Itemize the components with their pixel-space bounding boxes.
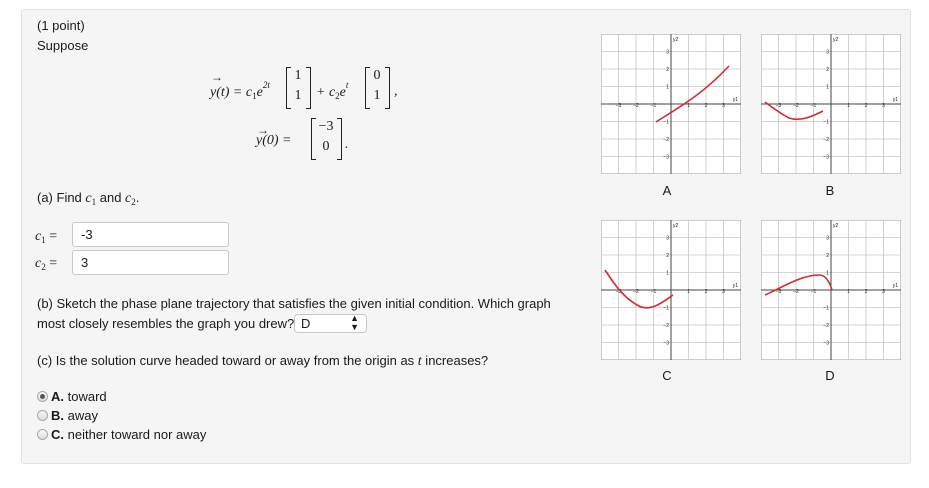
vec0-bottom: 0 — [322, 139, 330, 154]
c2-label-text: c — [35, 256, 42, 271]
intro-text: Suppose — [37, 38, 89, 53]
plus-c2: + c — [316, 85, 336, 100]
option-c-text: neither toward nor away — [67, 427, 207, 442]
y-tick-label: 1 — [826, 84, 829, 91]
x-tick-label: 3 — [722, 103, 725, 109]
y-tick-label: −2 — [823, 137, 829, 143]
x-tick-label: −2 — [793, 289, 799, 295]
x-tick-label: −2 — [633, 103, 639, 109]
part-b-line2: most closely resembles the graph you drew? — [37, 316, 295, 331]
x-tick-label: 1 — [687, 289, 690, 295]
bracket-right-3 — [337, 118, 342, 160]
y-tick-label: −1 — [823, 305, 829, 312]
c2-input[interactable]: 3 — [72, 250, 229, 275]
x-tick-label: −2 — [793, 103, 799, 109]
part-a-mid: and — [96, 190, 126, 205]
option-c[interactable] — [37, 427, 206, 442]
y-tick-label: −1 — [663, 119, 669, 126]
x-tick-label: −1 — [650, 289, 657, 295]
graph-a-label: A — [662, 183, 672, 198]
x-tick-label: 2 — [864, 289, 868, 295]
y-axis-label: y2 — [833, 223, 839, 229]
radio-b[interactable] — [37, 410, 48, 421]
x-tick-label: 3 — [722, 289, 725, 295]
x-tick-label: 1 — [687, 103, 690, 109]
select-arrows-icon: ▲ ▼ — [350, 313, 359, 332]
y-tick-label: −3 — [823, 340, 829, 347]
part-c-prompt — [37, 353, 488, 370]
graph-a — [601, 34, 741, 174]
vector-arrow-icon: → — [257, 123, 269, 137]
x-tick-label: −1 — [810, 289, 817, 295]
x-axis-label: y1 — [892, 97, 898, 103]
exp1: 2t — [262, 80, 270, 90]
graph-select[interactable] — [294, 314, 367, 333]
y-tick-label: −2 — [823, 323, 829, 329]
graph-b-label: B — [825, 183, 835, 198]
y-tick-label: −2 — [663, 323, 669, 329]
vec0-top: −3 — [318, 119, 334, 134]
y-t-text: y(t) = — [210, 85, 246, 100]
c1-input[interactable]: -3 — [72, 222, 229, 247]
x-tick-label: −1 — [810, 103, 817, 109]
y-tick-label: 1 — [826, 270, 829, 277]
y-tick-label: 2 — [826, 67, 829, 73]
problem-panel — [21, 9, 911, 464]
c1-coef: c — [245, 85, 253, 100]
y-tick-label: 1 — [666, 270, 669, 277]
graph-b — [761, 34, 901, 174]
graph-select-value: D — [301, 316, 311, 331]
bracket-right-1 — [306, 67, 311, 109]
graph-c — [601, 220, 741, 360]
bracket-right-2 — [385, 67, 390, 109]
y0-text: y(0) = — [256, 133, 292, 148]
y-tick-label: 1 — [666, 84, 669, 91]
x-tick-label: −1 — [650, 103, 657, 109]
x-tick-label: 2 — [704, 103, 708, 109]
y-axis-label: y2 — [673, 223, 679, 229]
graph-c-label: C — [662, 368, 672, 383]
graph-d — [761, 220, 901, 360]
part-a-pre: (a) Find — [37, 190, 86, 205]
y-tick-label: −3 — [663, 340, 669, 347]
c1-symbol: c — [85, 191, 92, 206]
x-axis-label: y1 — [892, 283, 898, 289]
part-b-line1: (b) Sketch the phase plane trajectory that satisfies the given initial condition. Which graph — [37, 296, 551, 311]
x-tick-label: −3 — [615, 103, 622, 109]
x-tick-label: 2 — [704, 289, 708, 295]
vec2-bottom: 1 — [373, 88, 381, 103]
c2-label: $c_2$ = — [35, 256, 58, 272]
c2-term: + $c_2e^t$ — [316, 80, 349, 101]
y-tick-label: −3 — [663, 154, 669, 161]
vec1-top: 1 — [294, 68, 302, 83]
option-a[interactable] — [37, 389, 107, 404]
x-tick-label: 1 — [847, 289, 850, 295]
part-c-var: t — [417, 354, 422, 369]
y-tick-label: 2 — [826, 253, 829, 259]
option-a-letter: A. — [51, 389, 64, 404]
x-tick-label: 2 — [864, 103, 868, 109]
graph-d-label: D — [825, 368, 835, 383]
vec2-top: 0 — [373, 68, 381, 83]
x-tick-label: −3 — [775, 103, 782, 109]
x-tick-label: 3 — [882, 103, 885, 109]
x-tick-label: −3 — [615, 289, 622, 295]
c2-symbol: c — [125, 191, 132, 206]
x-axis-label: y1 — [732, 283, 738, 289]
part-a-prompt: (a) Find $c_1$ and $c_2$. — [37, 190, 140, 207]
y-tick-label: 3 — [826, 49, 829, 56]
option-b[interactable] — [37, 408, 98, 423]
option-b-text: away — [67, 408, 98, 423]
period: . — [345, 137, 349, 152]
points-label: (1 point) — [37, 18, 85, 33]
y-tick-label: 2 — [666, 67, 669, 73]
c1-label: $c_1$ = — [35, 229, 58, 245]
equation-y0 — [256, 123, 292, 149]
exp2: t — [345, 80, 349, 90]
y-tick-label: −3 — [823, 154, 829, 161]
bracket-left-1 — [286, 67, 291, 109]
part-c-post: increases? — [421, 353, 489, 368]
y-tick-label: 3 — [666, 49, 669, 56]
x-axis-label: y1 — [732, 97, 738, 103]
y-axis-label: y2 — [673, 37, 679, 43]
vector-arrow-icon: → — [211, 70, 223, 84]
y-tick-label: 3 — [666, 235, 669, 242]
option-a-text: toward — [67, 389, 107, 404]
radio-c[interactable] — [37, 429, 48, 440]
part-c-pre: (c) Is the solution curve headed toward or away from the origin as — [37, 353, 418, 368]
y-tick-label: −2 — [663, 137, 669, 143]
x-tick-label: 1 — [847, 103, 850, 109]
y-tick-label: 2 — [666, 253, 669, 259]
y-tick-label: 3 — [826, 235, 829, 242]
comma: , — [394, 84, 398, 99]
option-c-letter: C. — [51, 427, 64, 442]
option-b-letter: B. — [51, 408, 64, 423]
y-axis-label: y2 — [833, 37, 839, 43]
vec1-bottom: 1 — [294, 88, 302, 103]
x-tick-label: −2 — [633, 289, 639, 295]
c1-label-text: c — [35, 229, 42, 244]
y-tick-label: −1 — [663, 305, 669, 312]
bracket-left-2 — [365, 67, 370, 109]
equation-y-t: → $y(t) = c_1e^{2t}$ — [210, 70, 270, 101]
radio-a[interactable] — [37, 391, 48, 402]
y-tick-label: −1 — [823, 119, 829, 126]
x-tick-label: −3 — [775, 289, 782, 295]
x-tick-label: 3 — [882, 289, 885, 295]
